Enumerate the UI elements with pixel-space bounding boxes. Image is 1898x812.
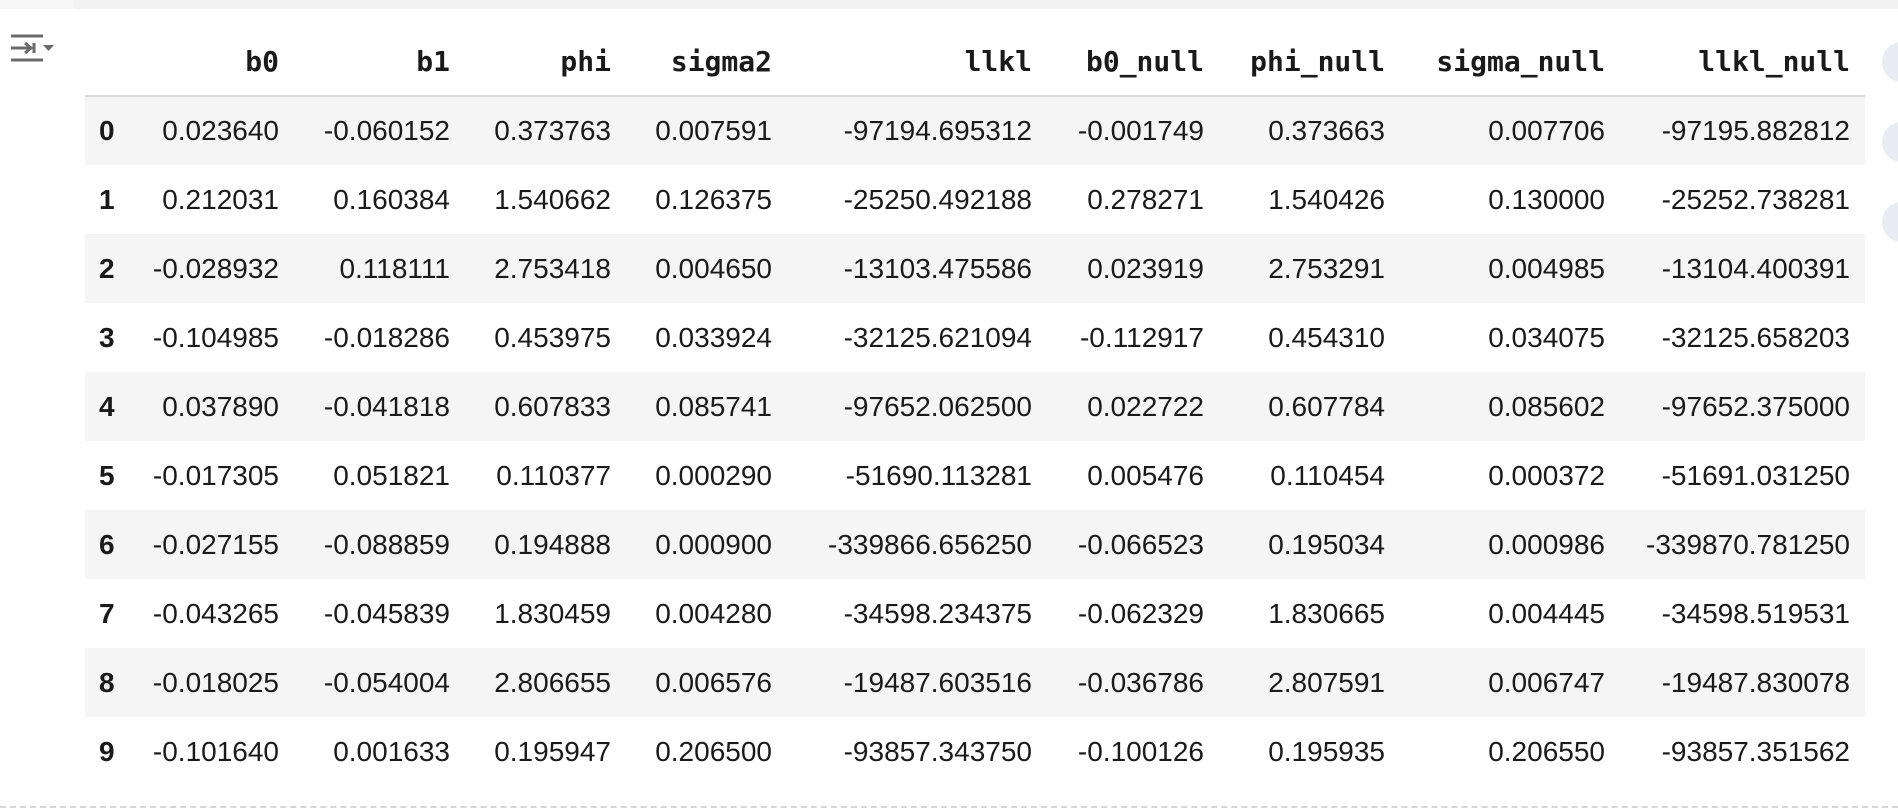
table-cell: 0.607784 — [1268, 390, 1385, 422]
table-cell: 2.807591 — [1268, 666, 1385, 698]
table-cell: 0.194888 — [494, 528, 611, 560]
table-cell: -0.100126 — [1077, 735, 1204, 767]
table-cell: 0.000290 — [655, 459, 772, 491]
table-cell: 1.830459 — [494, 597, 611, 629]
table-cell: -51691.031250 — [1661, 459, 1850, 491]
table-cell: -32125.658203 — [1661, 321, 1850, 353]
side-action-button[interactable] — [1882, 42, 1898, 82]
table-cell: -51690.113281 — [845, 459, 1032, 491]
table-cell: -97652.375000 — [1661, 390, 1850, 422]
row-index: 8 — [99, 666, 115, 698]
table-cell: -0.112917 — [1079, 321, 1204, 353]
table-cell: -25252.738281 — [1661, 183, 1850, 215]
column-header-b0: b0 — [123, 27, 294, 96]
table-cell: -97194.695312 — [843, 115, 1032, 146]
table-cell: -97195.882812 — [1661, 115, 1850, 146]
table-cell: 0.004280 — [655, 597, 772, 629]
table-cell: 0.118111 — [339, 252, 450, 284]
table-cell: -0.043265 — [152, 597, 279, 629]
column-header-llkl-null: llkl_null — [1620, 27, 1865, 96]
column-header-b1: b1 — [294, 27, 465, 96]
table-cell: -0.018025 — [152, 666, 279, 698]
table-cell: 0.373763 — [494, 115, 611, 146]
table-row — [85, 510, 1865, 579]
table-cell: 0.085602 — [1488, 390, 1605, 422]
row-index: 5 — [99, 459, 115, 491]
table-header — [85, 27, 1865, 96]
table-cell: -0.001749 — [1077, 115, 1204, 146]
table-cell: -0.045839 — [323, 597, 450, 629]
table-cell: 0.023919 — [1087, 252, 1204, 284]
table-body — [85, 96, 1865, 786]
table-row — [85, 717, 1865, 786]
table-cell: 0.007706 — [1488, 115, 1605, 146]
side-action-button[interactable] — [1882, 122, 1898, 162]
table-cell: 0.195935 — [1268, 735, 1385, 767]
dataframe-output — [85, 27, 1865, 786]
table-cell: 0.007591 — [655, 115, 772, 146]
table-cell: 1.830665 — [1268, 597, 1385, 629]
table-cell: 2.806655 — [494, 666, 611, 698]
row-index: 7 — [99, 597, 115, 629]
table-cell: 0.006747 — [1488, 666, 1605, 698]
table-cell: -339870.781250 — [1646, 528, 1850, 560]
cell-gutter-strip — [0, 0, 74, 9]
table-cell: 0.004445 — [1488, 597, 1605, 629]
table-cell: 0.000372 — [1488, 459, 1605, 491]
index-header — [85, 27, 123, 96]
table-cell: -97652.062500 — [843, 390, 1032, 422]
table-cell: 0.206550 — [1488, 735, 1605, 767]
table-cell: -19487.603516 — [843, 666, 1032, 698]
row-index: 1 — [99, 183, 115, 215]
collapse-output-icon — [9, 30, 55, 66]
table-cell: -93857.343750 — [843, 735, 1032, 767]
table-cell: 0.006576 — [655, 666, 772, 698]
dataframe-table — [85, 27, 1865, 786]
header-row — [85, 27, 1865, 96]
table-cell: 0.085741 — [655, 390, 772, 422]
table-cell: -93857.351562 — [1661, 735, 1850, 767]
table-row — [85, 579, 1865, 648]
table-cell: -13104.400391 — [1661, 252, 1850, 284]
table-cell: -13103.475586 — [843, 252, 1032, 284]
table-cell: 0.206500 — [655, 735, 772, 767]
cell-separator — [0, 806, 1898, 808]
table-cell: 0.022722 — [1087, 390, 1204, 422]
table-cell: 0.195947 — [494, 735, 611, 767]
table-cell: -0.088859 — [323, 528, 450, 560]
table-cell: -34598.234375 — [843, 597, 1032, 629]
table-cell: -0.028932 — [152, 252, 279, 284]
table-cell: -0.036786 — [1077, 666, 1204, 698]
table-cell: 2.753291 — [1268, 252, 1385, 284]
table-cell: -34598.519531 — [1661, 597, 1850, 629]
row-index: 4 — [99, 390, 115, 422]
table-cell: 0.130000 — [1488, 183, 1605, 215]
table-cell: 0.212031 — [162, 183, 279, 215]
table-row — [85, 372, 1865, 441]
table-cell: -339866.656250 — [828, 528, 1032, 560]
table-cell: 0.278271 — [1087, 183, 1204, 215]
table-cell: -0.062329 — [1077, 597, 1204, 629]
table-cell: -0.027155 — [152, 528, 279, 560]
cell-top-strip — [74, 0, 1898, 9]
column-header-llkl: llkl — [787, 27, 1047, 96]
table-cell: 0.033924 — [655, 321, 772, 353]
table-cell: 0.000900 — [655, 528, 772, 560]
column-header-b0-null: b0_null — [1047, 27, 1219, 96]
table-cell: 0.110377 — [496, 459, 611, 491]
column-header-phi-null: phi_null — [1219, 27, 1400, 96]
table-cell: 0.051821 — [333, 459, 450, 491]
column-header-sigma-null: sigma_null — [1400, 27, 1620, 96]
table-cell: 1.540426 — [1268, 183, 1385, 215]
table-row — [85, 648, 1865, 717]
table-cell: 0.110454 — [1270, 459, 1385, 491]
table-cell: -0.066523 — [1077, 528, 1204, 560]
table-cell: 0.454310 — [1268, 321, 1385, 353]
table-row — [85, 234, 1865, 303]
table-cell: 0.453975 — [494, 321, 611, 353]
table-row — [85, 96, 1865, 165]
table-cell: 0.000986 — [1488, 528, 1605, 560]
table-cell: 0.126375 — [655, 183, 772, 215]
table-cell: 0.004985 — [1488, 252, 1605, 284]
table-cell: 0.607833 — [494, 390, 611, 422]
side-action-button[interactable] — [1882, 202, 1898, 242]
table-cell: 0.034075 — [1488, 321, 1605, 353]
table-cell: -32125.621094 — [843, 321, 1032, 353]
table-cell: -0.054004 — [323, 666, 450, 698]
table-cell: 0.373663 — [1268, 115, 1385, 146]
column-header-sigma2: sigma2 — [626, 27, 787, 96]
table-cell: 0.001633 — [333, 735, 450, 767]
table-cell: 0.160384 — [333, 183, 450, 215]
table-cell: 0.195034 — [1268, 528, 1385, 560]
table-row — [85, 165, 1865, 234]
table-cell: -0.041818 — [323, 390, 450, 422]
table-cell: -0.101640 — [152, 735, 279, 767]
table-cell: 0.005476 — [1087, 459, 1204, 491]
table-cell: -25250.492188 — [843, 183, 1032, 215]
row-index: 2 — [99, 252, 115, 284]
table-cell: 0.004650 — [655, 252, 772, 284]
row-index: 9 — [99, 735, 115, 767]
table-row — [85, 303, 1865, 372]
collapse-output-button[interactable] — [8, 28, 56, 68]
table-cell: 2.753418 — [494, 252, 611, 284]
table-cell: -0.017305 — [152, 459, 279, 491]
table-cell: 0.037890 — [162, 390, 279, 422]
column-header-phi: phi — [465, 27, 626, 96]
table-cell: 0.023640 — [162, 115, 279, 146]
table-cell: -19487.830078 — [1661, 666, 1850, 698]
table-row — [85, 441, 1865, 510]
table-cell: -0.060152 — [323, 115, 450, 146]
table-cell: -0.018286 — [323, 321, 450, 353]
row-index: 6 — [99, 528, 115, 560]
table-cell: 1.540662 — [494, 183, 611, 215]
row-index: 0 — [99, 115, 115, 146]
table-cell: -0.104985 — [152, 321, 279, 353]
row-index: 3 — [99, 321, 115, 353]
